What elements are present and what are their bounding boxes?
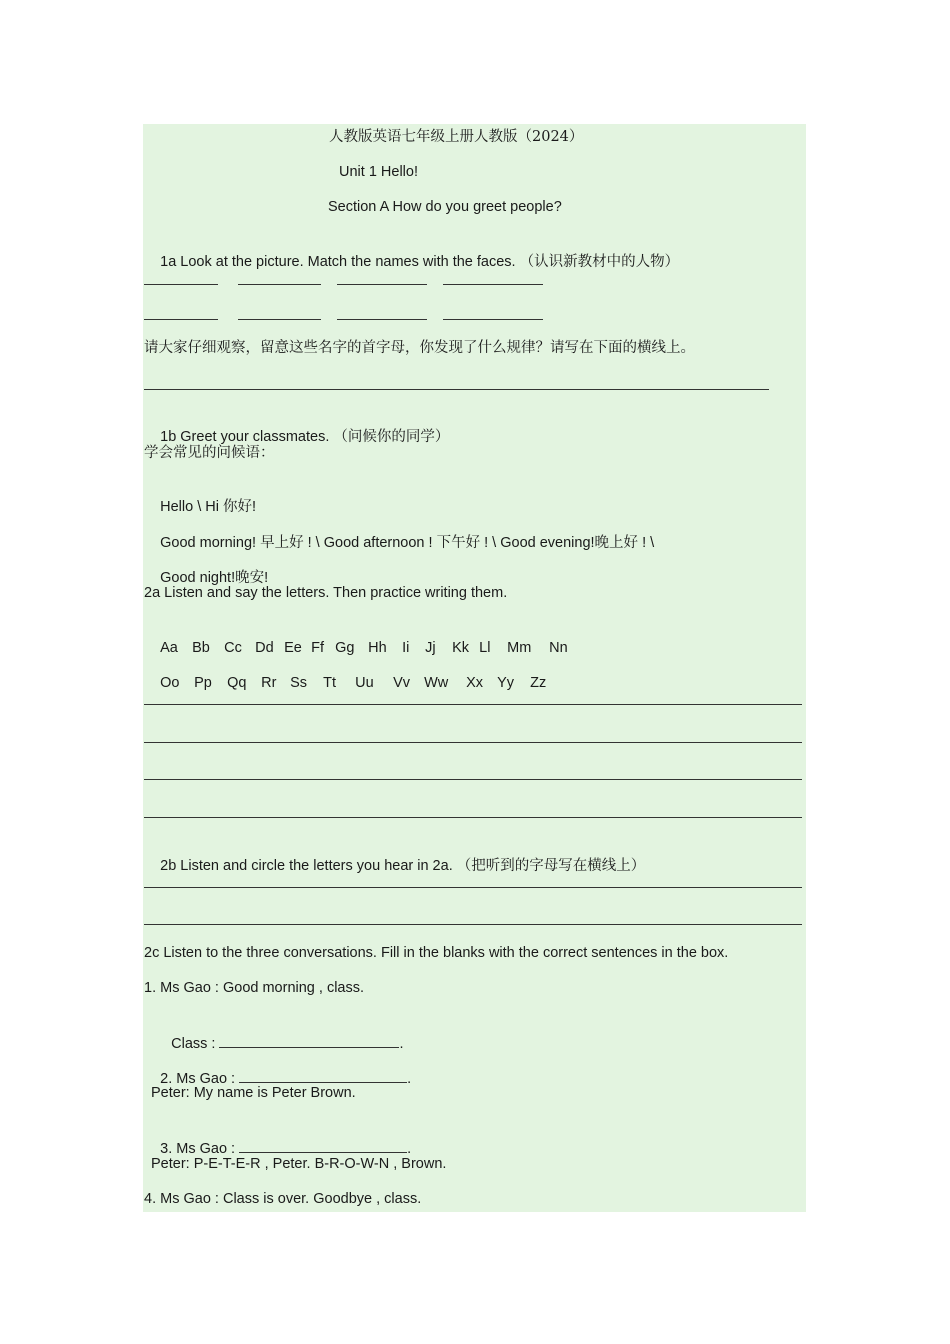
writing-line-3[interactable] [144, 779, 802, 780]
ex2c-instruction: 2c Listen to the three conversations. Fill in the blanks with the correct sentences in the box. [144, 945, 729, 961]
letter: Ll [479, 640, 491, 656]
unit-title: Unit 1 Hello! [339, 164, 418, 180]
letter: Dd [255, 640, 274, 656]
letter: Tt [323, 675, 337, 691]
ex2a-instruction: 2a Listen and say the letters. Then practice writing them. [144, 585, 508, 601]
ge-en: ! \ Good evening! [480, 535, 595, 551]
dialogue-1-blank[interactable] [219, 1033, 399, 1048]
ga-en: ! \ Good afternoon ! [303, 535, 437, 551]
answer-line[interactable] [144, 389, 769, 390]
ms-gao-label: 3. Ms Gao : [160, 1141, 240, 1157]
letter: Qq [227, 675, 247, 691]
letter: Zz [530, 675, 547, 691]
ga-cn: 下午好 [436, 535, 481, 551]
name-blank-5[interactable] [144, 319, 218, 320]
section-title: Section A How do you greet people? [328, 199, 562, 215]
letter: Ee [284, 640, 302, 656]
ex2b-instruction-cn: （把听到的字母写在横线上） [456, 858, 646, 874]
period: . [399, 1036, 404, 1052]
name-blank-1[interactable] [144, 284, 218, 285]
letter: Cc [224, 640, 242, 656]
dialogue-4a: 4. Ms Gao : Class is over. Goodbye , class. [144, 1191, 422, 1207]
letter: Nn [549, 640, 568, 656]
gm-cn: 早上好 [260, 535, 304, 551]
name-blank-2[interactable] [238, 284, 321, 285]
ex2b-instruction-en: 2b Listen and circle the letters you hear in 2a. [160, 858, 457, 874]
period: . [407, 1071, 412, 1087]
ex1a-instruction-cn: （认识新教材中的人物） [519, 254, 680, 270]
name-blank-6[interactable] [238, 319, 321, 320]
writing-line-6[interactable] [144, 924, 802, 925]
dialogue-2b: Peter: My name is Peter Brown. [151, 1085, 356, 1101]
letter: Hh [368, 640, 387, 656]
letter: Jj [425, 640, 436, 656]
worksheet-page [143, 124, 806, 1212]
name-blank-4[interactable] [443, 284, 543, 285]
letter: Kk [452, 640, 470, 656]
ms-gao-label: 2. Ms Gao : [160, 1071, 240, 1087]
writing-line-2[interactable] [144, 742, 802, 743]
dialogue-3b: Peter: P-E-T-E-R , Peter. B-R-O-W-N , Brown. [151, 1156, 447, 1172]
letter: Vv [393, 675, 411, 691]
gn-cn: 晚安 [235, 570, 265, 586]
letter: Uu [355, 675, 374, 691]
writing-line-4[interactable] [144, 817, 802, 818]
writing-line-1[interactable] [144, 704, 802, 705]
letter: Aa [160, 640, 178, 656]
gn-end: ! [264, 570, 269, 586]
ge-cn: 晚上好 [594, 535, 639, 551]
dialogue-3-blank[interactable] [239, 1138, 407, 1153]
ex1a-question: 请大家仔细观察，留意这些名字的首字母，你发现了什么规律？请写在下面的横线上。 [144, 340, 695, 356]
writing-line-5[interactable] [144, 887, 802, 888]
gm-en: Good morning! [160, 535, 261, 551]
class-label: Class : [171, 1036, 220, 1052]
ex1b-instruction-en: 1b Greet your classmates. [160, 429, 334, 445]
letter: Oo [160, 675, 180, 691]
letter: Yy [497, 675, 515, 691]
letter: Pp [194, 675, 212, 691]
letter: Mm [507, 640, 532, 656]
name-blank-7[interactable] [337, 319, 427, 320]
ge-end: ! \ [638, 535, 655, 551]
name-blank-3[interactable] [337, 284, 427, 285]
ex1a-instruction [144, 232, 679, 292]
letter: Rr [261, 675, 277, 691]
dialogue-1a: 1. Ms Gao : Good morning , class. [144, 980, 365, 996]
letter: Ss [290, 675, 308, 691]
ex1a-instruction-en: 1a Look at the picture. Match the names with the faces. [160, 254, 520, 270]
greeting-hello-en: Hello \ Hi [160, 499, 223, 515]
letter: Ff [311, 640, 325, 656]
letter: Gg [335, 640, 355, 656]
ex1b-instruction-cn: （问候你的同学） [333, 429, 450, 445]
greeting-hello-cn: 你好 [222, 499, 252, 515]
ex1b-subtitle: 学会常见的问候语： [144, 445, 275, 461]
letter: Ww [424, 675, 449, 691]
letter: Xx [466, 675, 484, 691]
worksheet-title: 人教版英语七年级上册人教版（2024） [329, 129, 584, 145]
name-blank-8[interactable] [443, 319, 543, 320]
letter: Ii [402, 640, 410, 656]
period: . [407, 1141, 412, 1157]
letter: Bb [192, 640, 210, 656]
greeting-hello-end: ! [251, 499, 257, 515]
dialogue-2-blank[interactable] [239, 1068, 407, 1083]
gn-en: Good night! [160, 570, 236, 586]
